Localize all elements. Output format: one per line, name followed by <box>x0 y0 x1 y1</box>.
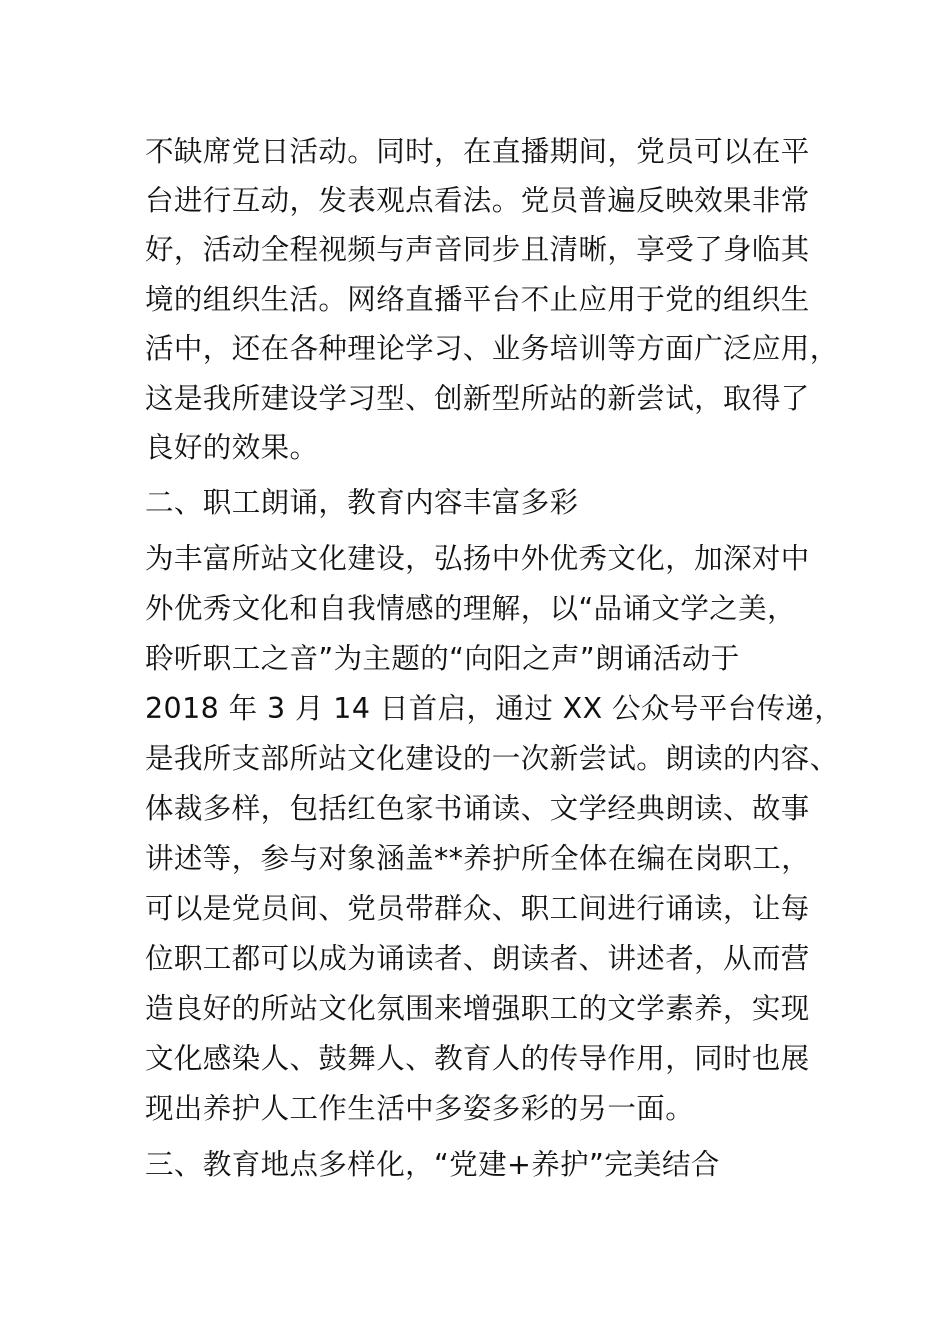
paragraph-line: 聆听职工之音”为主题的“向阳之声”朗诵活动于 <box>145 642 740 675</box>
paragraph-line: 活中，还在各种理论学习、业务培训等方面广泛应用， <box>145 332 839 365</box>
paragraph-line: 是我所支部所站文化建设的一次新尝试。朗读的内容、 <box>145 742 839 775</box>
paragraph-line: 这是我所建设学习型、创新型所站的新尝试，取得了 <box>145 382 810 415</box>
paragraph-line: 外优秀文化和自我情感的理解，以“品诵文学之美， <box>145 592 796 625</box>
paragraph-line: 讲述等，参与对象涵盖**养护所全体在编在岗职工， <box>145 842 811 875</box>
paragraph-line: 不缺席党日活动。同时，在直播期间，党员可以在平 <box>145 135 810 168</box>
paragraph-line: 好，活动全程视频与声音同步且清晰，享受了身临其 <box>145 233 810 266</box>
paragraph-line: 为丰富所站文化建设，弘扬中外优秀文化，加深对中 <box>145 542 810 575</box>
paragraph-line: 台进行互动，发表观点看法。党员普遍反映效果非常 <box>145 184 810 217</box>
paragraph-line: 2018 年 3 月 14 日首启，通过 XX 公众号平台传递， <box>145 692 844 725</box>
paragraph-line: 良好的效果。 <box>145 431 319 464</box>
section-heading: 二、职工朗诵，教育内容丰富多彩 <box>145 486 579 519</box>
paragraph-line: 现出养护人工作生活中多姿多彩的另一面。 <box>145 1092 695 1125</box>
paragraph-line: 境的组织生活。网络直播平台不止应用于党的组织生 <box>145 283 810 316</box>
paragraph-line: 造良好的所站文化氛围来增强职工的文学素养，实现 <box>145 992 810 1025</box>
paragraph-line: 文化感染人、鼓舞人、教育人的传导作用，同时也展 <box>145 1042 810 1075</box>
section-heading: 三、教育地点多样化，“党建+养护”完美结合 <box>145 1148 720 1181</box>
paragraph-line: 可以是党员间、党员带群众、职工间进行诵读，让每 <box>145 892 810 925</box>
paragraph-line: 体裁多样，包括红色家书诵读、文学经典朗读、故事 <box>145 792 810 825</box>
paragraph-line: 位职工都可以成为诵读者、朗读者、讲述者，从而营 <box>145 942 810 975</box>
